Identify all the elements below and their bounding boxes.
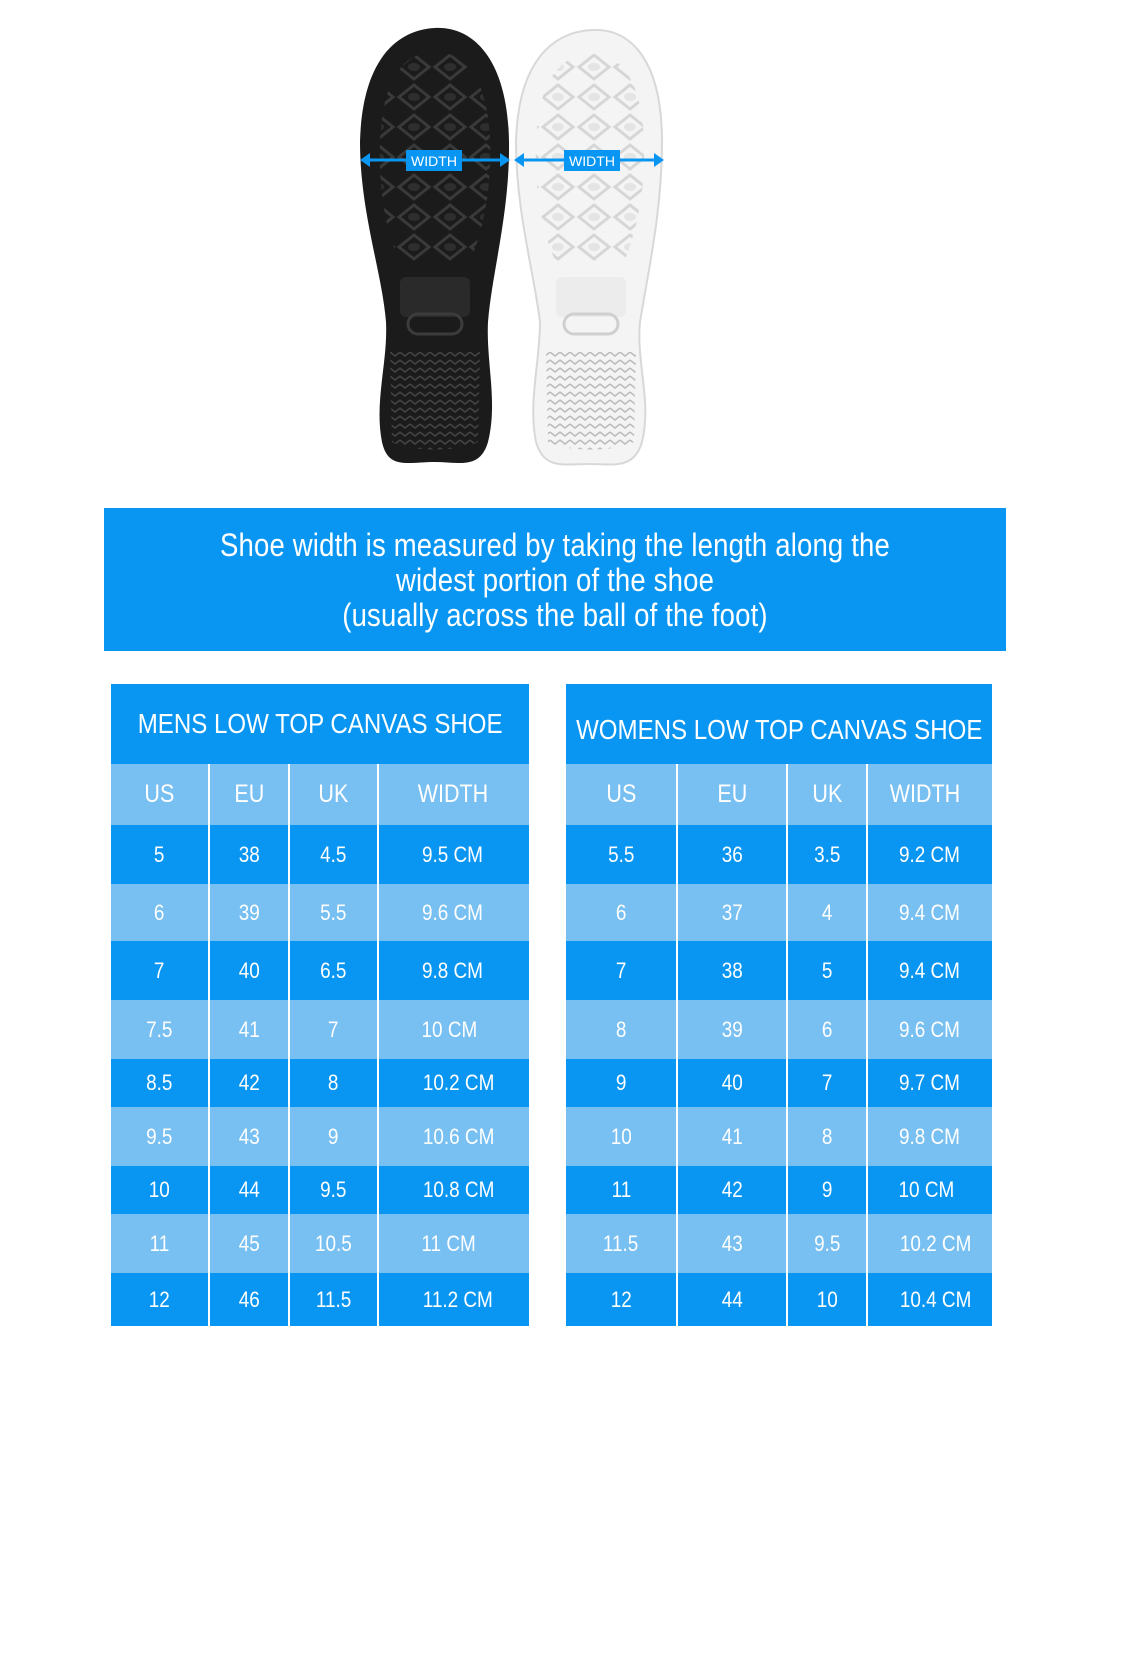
size-cell-us: 8.5 [111,1059,208,1107]
size-cell-width: 10.8 CM [377,1166,529,1214]
size-cell-uk: 9 [288,1107,377,1166]
size-cell-us: 12 [566,1273,676,1326]
size-cell-us: 12 [111,1273,208,1326]
size-cell-eu: 39 [676,1000,786,1059]
header-cell-uk: UK [786,764,866,825]
size-cell-uk: 4 [786,884,866,941]
size-cell-uk: 6.5 [288,941,377,1000]
size-cell-us: 11 [111,1214,208,1273]
size-cell-us: 9 [566,1059,676,1107]
size-cell-width: 10.4 CM [866,1273,992,1326]
white-sole [516,30,662,465]
header-cell-us: US [111,764,208,825]
size-cell-width: 10 CM [866,1166,992,1214]
size-cell-eu: 39 [208,884,288,941]
size-cell-eu: 43 [676,1214,786,1273]
black-sole [360,28,509,463]
size-cell-us: 11.5 [566,1214,676,1273]
size-cell-uk: 7 [786,1059,866,1107]
size-cell-us: 5 [111,825,208,884]
size-cell-width: 10.6 CM [377,1107,529,1166]
width-explanation-banner [104,508,1006,651]
size-cell-uk: 6 [786,1000,866,1059]
size-cell-uk: 9.5 [288,1166,377,1214]
shoe-soles-illustration [360,22,700,492]
size-cell-eu: 43 [208,1107,288,1166]
size-cell-width: 10 CM [377,1000,529,1059]
right-width-label: WIDTH [569,153,615,169]
size-cell-width: 9.4 CM [866,941,992,1000]
size-cell-uk: 8 [288,1059,377,1107]
size-cell-us: 7 [566,941,676,1000]
size-cell-eu: 40 [676,1059,786,1107]
size-cell-uk: 4.5 [288,825,377,884]
mens-size-table [111,684,529,1326]
size-cell-us: 6 [566,884,676,941]
banner-line-3: (usually across the ball of the foot) [342,597,768,633]
header-cell-uk: UK [288,764,377,825]
header-cell-eu: EU [676,764,786,825]
size-cell-us: 11 [566,1166,676,1214]
size-cell-width: 9.5 CM [377,825,529,884]
banner-line-2: widest portion of the shoe [395,562,715,598]
size-cell-uk: 9.5 [786,1214,866,1273]
mens-table-title: MENS LOW TOP CANVAS SHOE [111,684,529,764]
size-cell-eu: 42 [676,1166,786,1214]
womens-table-title: WOMENS LOW TOP CANVAS SHOE [566,684,992,764]
size-cell-width: 9.8 CM [866,1107,992,1166]
size-cell-width: 11.2 CM [377,1273,529,1326]
shoe-sole-diagram [360,22,700,492]
mens-size-grid [111,764,529,1326]
size-cell-uk: 3.5 [786,825,866,884]
size-cell-eu: 44 [208,1166,288,1214]
size-cell-us: 8 [566,1000,676,1059]
size-cell-width: 9.7 CM [866,1059,992,1107]
size-cell-us: 10 [566,1107,676,1166]
size-cell-width: 10.2 CM [377,1059,529,1107]
size-cell-uk: 10.5 [288,1214,377,1273]
header-cell-us: US [566,764,676,825]
womens-size-grid [566,764,992,1326]
size-cell-eu: 40 [208,941,288,1000]
size-cell-eu: 46 [208,1273,288,1326]
size-cell-uk: 9 [786,1166,866,1214]
header-cell-width: WIDTH [866,764,992,825]
size-cell-width: 10.2 CM [866,1214,992,1273]
size-cell-eu: 36 [676,825,786,884]
size-cell-width: 9.4 CM [866,884,992,941]
size-cell-width: 9.2 CM [866,825,992,884]
size-cell-uk: 8 [786,1107,866,1166]
size-cell-eu: 38 [676,941,786,1000]
size-cell-width: 11 CM [377,1214,529,1273]
size-cell-uk: 10 [786,1273,866,1326]
size-cell-width: 9.6 CM [866,1000,992,1059]
size-cell-uk: 5 [786,941,866,1000]
size-cell-eu: 45 [208,1214,288,1273]
size-cell-uk: 7 [288,1000,377,1059]
size-cell-width: 9.8 CM [377,941,529,1000]
size-cell-eu: 41 [676,1107,786,1166]
size-cell-us: 5.5 [566,825,676,884]
size-cell-us: 7.5 [111,1000,208,1059]
womens-size-table [566,684,992,1326]
header-cell-eu: EU [208,764,288,825]
size-cell-us: 9.5 [111,1107,208,1166]
size-cell-eu: 37 [676,884,786,941]
size-cell-eu: 42 [208,1059,288,1107]
size-cell-eu: 38 [208,825,288,884]
header-cell-width: WIDTH [377,764,529,825]
size-cell-us: 10 [111,1166,208,1214]
size-cell-uk: 5.5 [288,884,377,941]
size-cell-width: 9.6 CM [377,884,529,941]
size-cell-eu: 44 [676,1273,786,1326]
banner-line-1: Shoe width is measured by taking the length along the [219,527,891,563]
size-cell-eu: 41 [208,1000,288,1059]
size-cell-us: 6 [111,884,208,941]
size-cell-uk: 11.5 [288,1273,377,1326]
left-width-label: WIDTH [411,153,457,169]
size-cell-us: 7 [111,941,208,1000]
